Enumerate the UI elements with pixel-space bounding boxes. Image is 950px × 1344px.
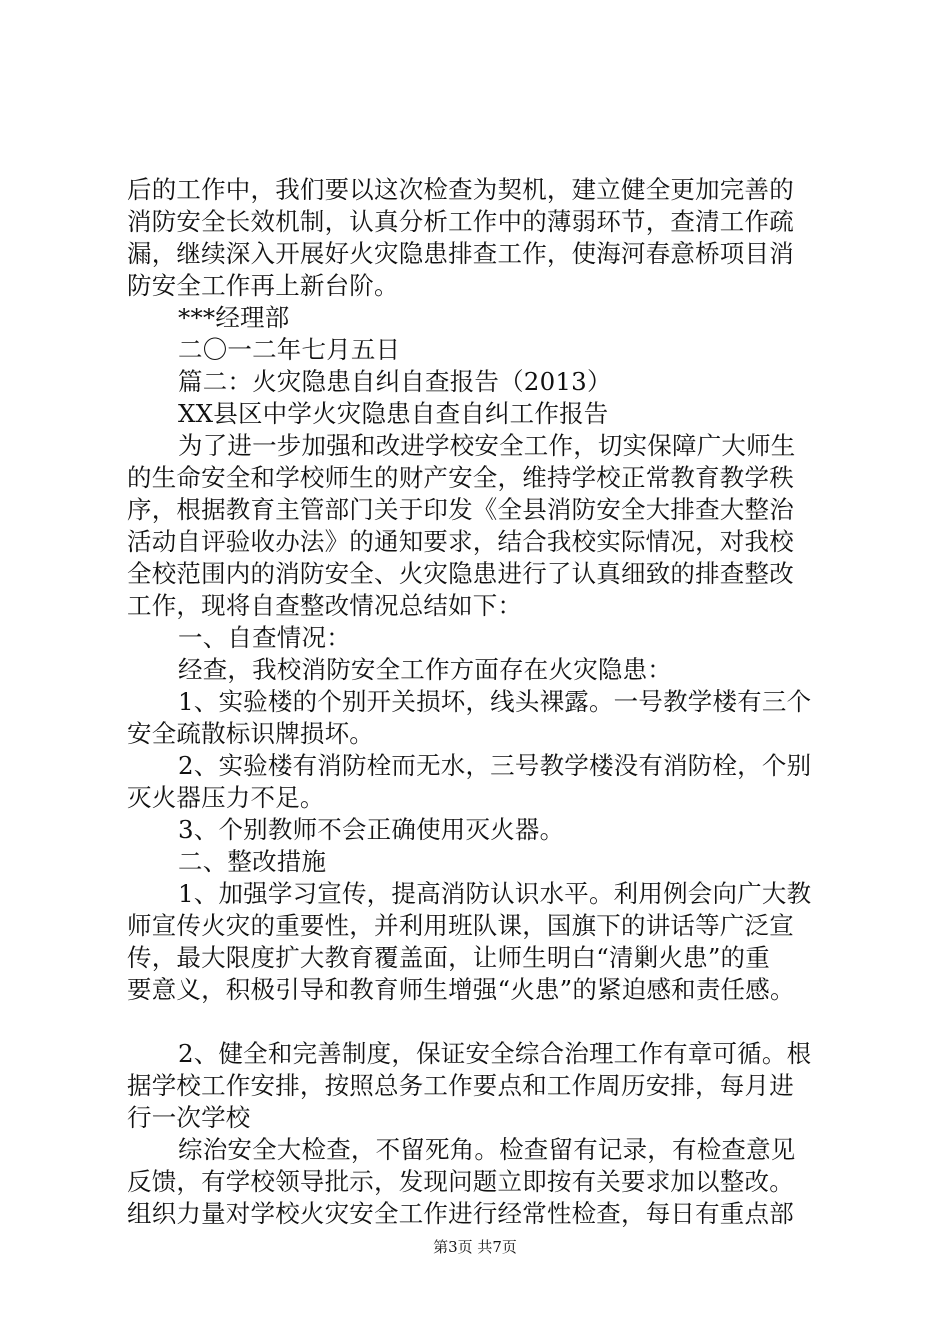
paragraph-line: 经查，我校消防安全工作方面存在火灾隐患： <box>178 655 672 684</box>
list-item: 1、实验楼的个别开关损坏，线头裸露。一号教学楼有三个 <box>178 687 812 716</box>
paragraph-line: 的生命安全和学校师生的财产安全，维持学校正常教育教学秩 <box>127 463 794 492</box>
date-line: 二〇一二年七月五日 <box>178 335 401 364</box>
page-number-footer: 第3页 共7页 <box>433 1238 517 1256</box>
paragraph-line: 据学校工作安排，按照总务工作要点和工作周历安排，每月进 <box>127 1071 794 1100</box>
paragraph-line: 2、健全和完善制度，保证安全综合治理工作有章可循。根 <box>178 1039 812 1068</box>
list-item-continued: 安全疏散标识牌损坏。 <box>127 719 374 748</box>
paragraph-line: 漏，继续深入开展好火灾隐患排查工作，使海河春意桥项目消 <box>127 239 794 268</box>
paragraph-line: 组织力量对学校火灾安全工作进行经常性检查，每日有重点部 <box>127 1199 794 1228</box>
report-title: XX县区中学火灾隐患自查自纠工作报告 <box>178 399 609 428</box>
paragraph-line: 消防安全长效机制，认真分析工作中的薄弱环节，查清工作疏 <box>127 207 794 236</box>
signature-line: ***经理部 <box>178 303 290 332</box>
paragraph-line: 工作，现将自查整改情况总结如下： <box>127 591 523 620</box>
paragraph-line: 防安全工作再上新台阶。 <box>127 271 399 300</box>
list-item: 2、实验楼有消防栓而无水，三号教学楼没有消防栓，个别 <box>178 751 812 780</box>
list-item-continued: 灭火器压力不足。 <box>127 783 325 812</box>
paragraph-line: 行一次学校 <box>127 1103 251 1132</box>
paragraph-line: 序，根据教育主管部门关于印发《全县消防安全大排查大整治 <box>127 495 794 524</box>
subheading: 二、整改措施 <box>178 847 327 876</box>
section-heading: 篇二：火灾隐患自纠自查报告（2013） <box>178 367 612 396</box>
paragraph-line: 反馈，有学校领导批示，发现问题立即按有关要求加以整改。 <box>127 1167 794 1196</box>
paragraph-line: 要意义，积极引导和教育师生增强“火患”的紧迫感和责任感。 <box>127 975 795 1004</box>
paragraph-line: 传，最大限度扩大教育覆盖面，让师生明白“清剿火患”的重 <box>127 943 770 972</box>
paragraph-line: 后的工作中，我们要以这次检查为契机，建立健全更加完善的 <box>127 175 794 204</box>
paragraph-line: 活动自评验收办法》的通知要求，结合我校实际情况，对我校 <box>127 527 794 556</box>
subheading: 一、自查情况： <box>178 623 351 652</box>
paragraph-line: 为了进一步加强和改进学校安全工作，切实保障广大师生 <box>178 431 796 460</box>
paragraph-line: 综治安全大检查，不留死角。检查留有记录，有检查意见 <box>178 1135 796 1164</box>
paragraph-line: 全校范围内的消防安全、火灾隐患进行了认真细致的排查整改 <box>127 559 794 588</box>
paragraph-line: 师宣传火灾的重要性，并利用班队课，国旗下的讲话等广泛宣 <box>127 911 794 940</box>
paragraph-line: 1、加强学习宣传，提高消防认识水平。利用例会向广大教 <box>178 879 812 908</box>
list-item: 3、个别教师不会正确使用灭火器。 <box>178 815 565 844</box>
